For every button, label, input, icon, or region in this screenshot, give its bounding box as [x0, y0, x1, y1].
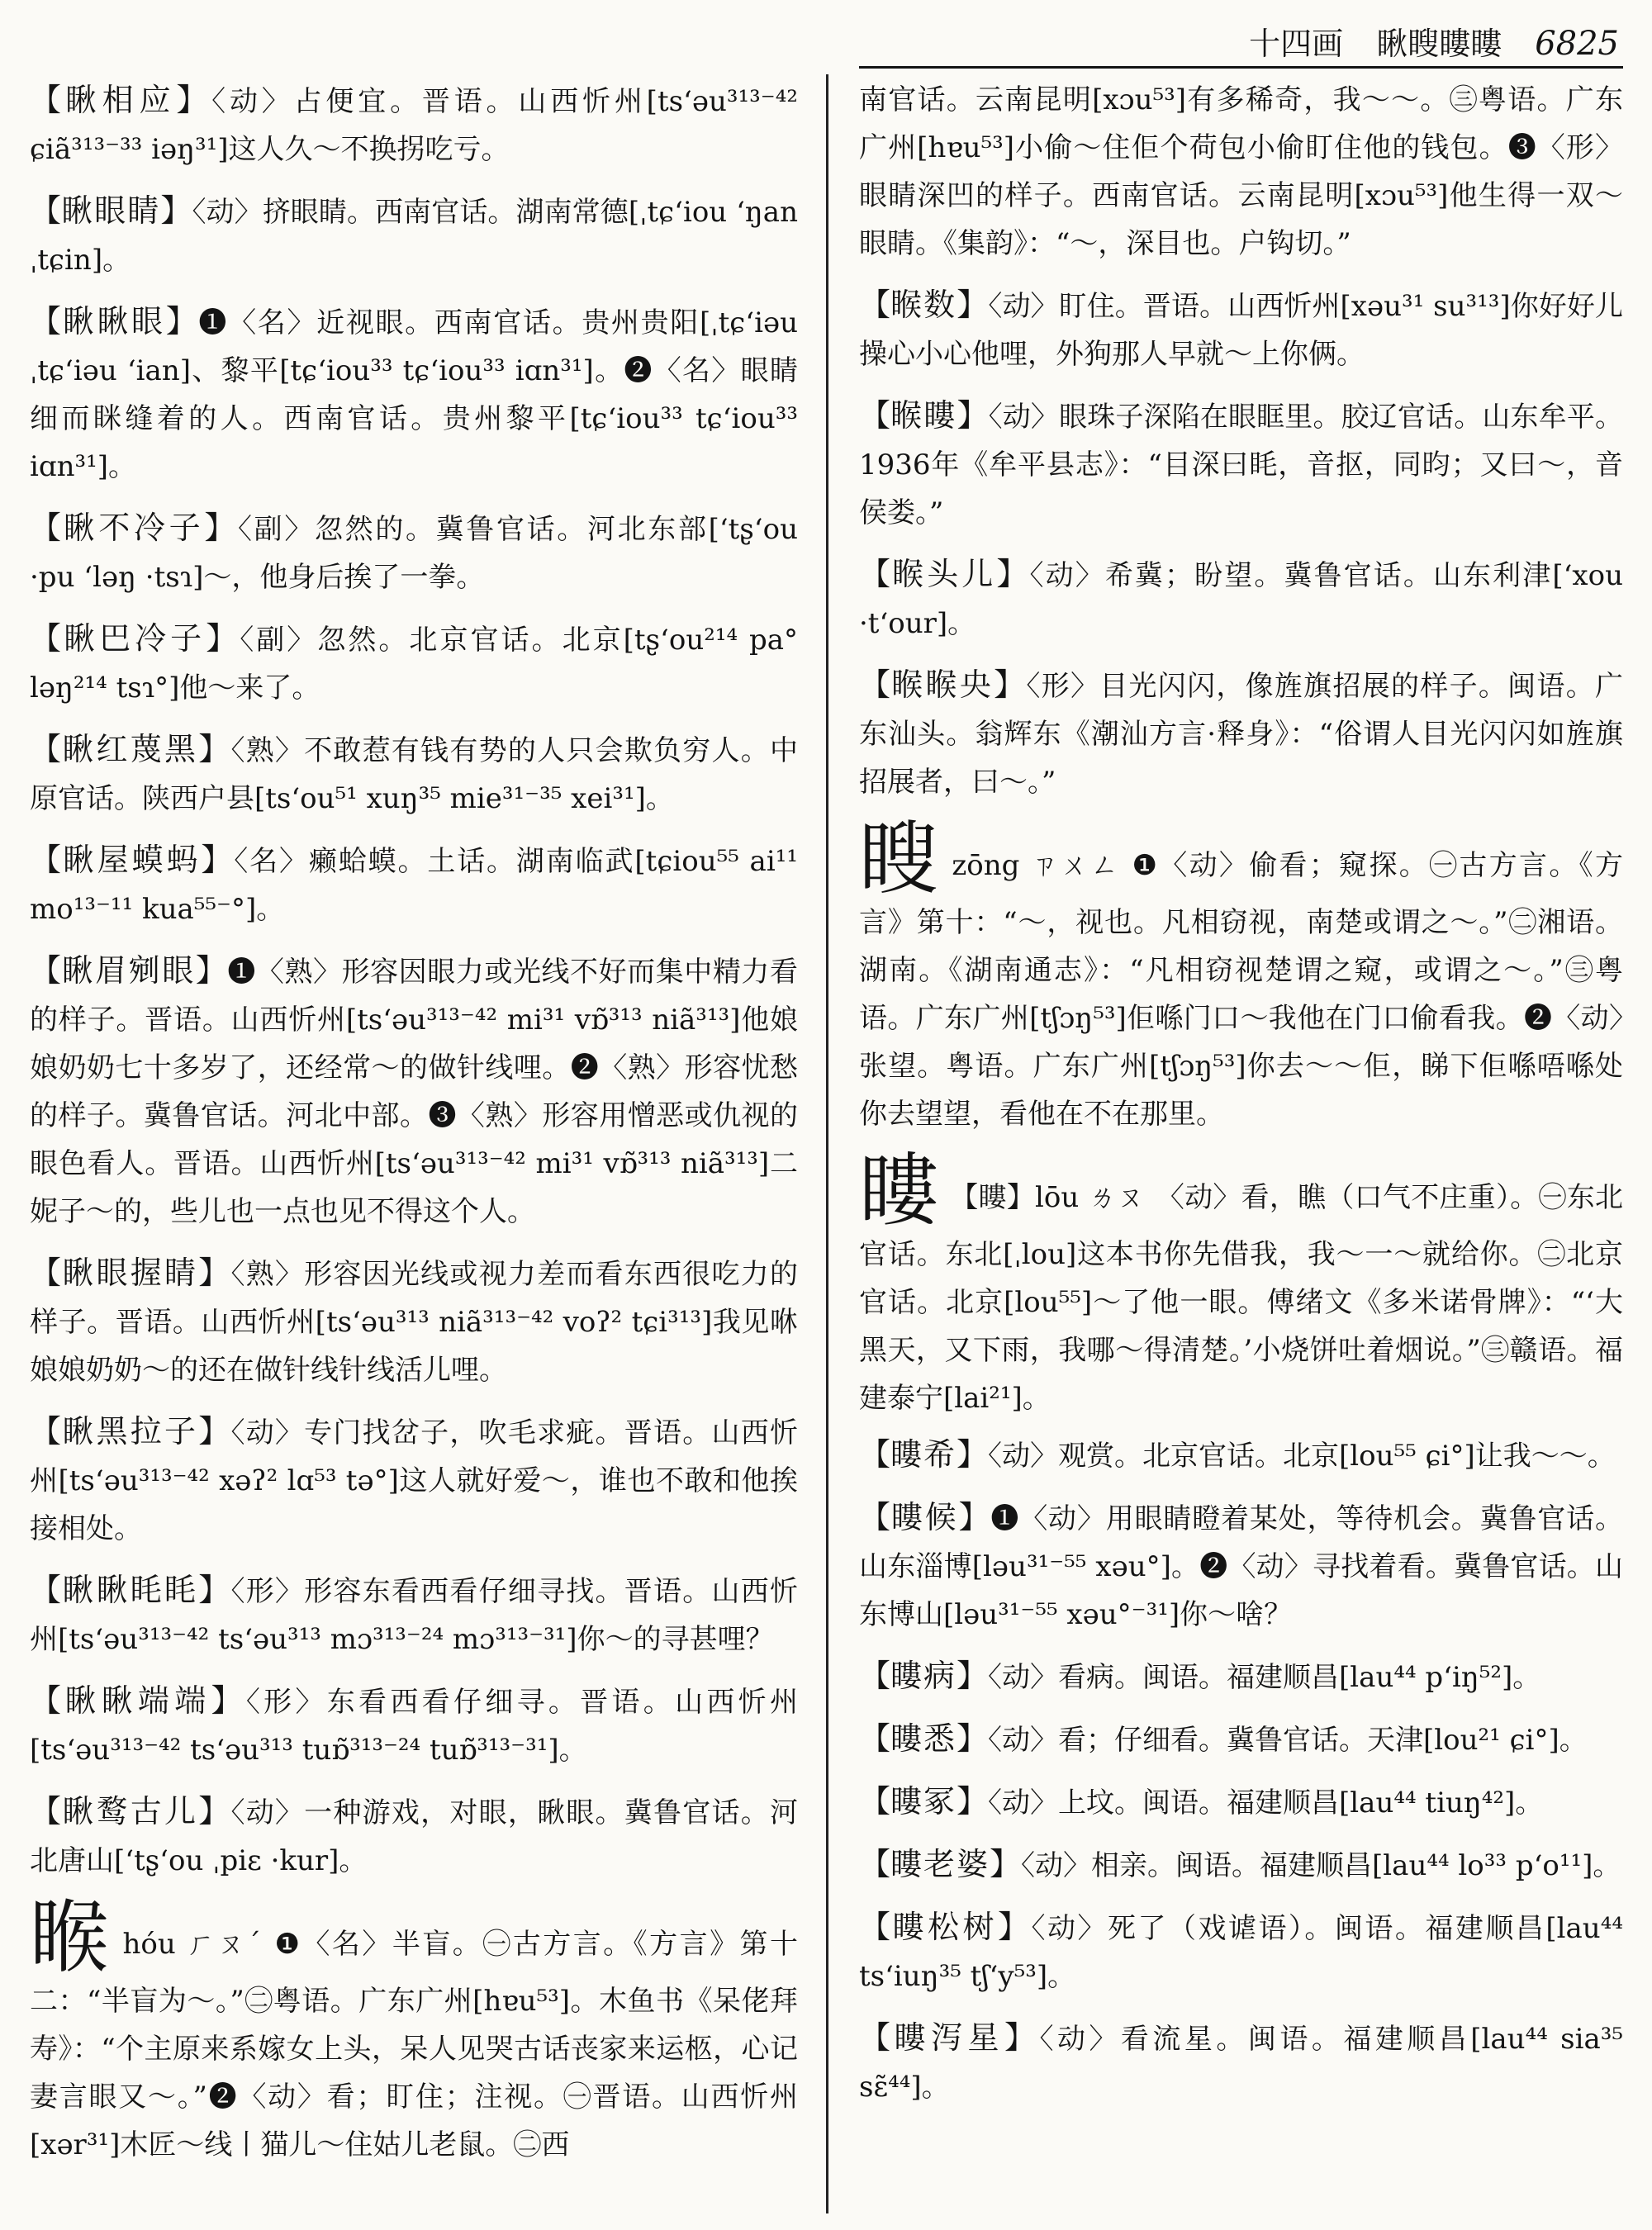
- dictionary-entry: [30, 836, 798, 933]
- entry-headword: 瞜冢: [890, 1783, 957, 1820]
- bracket-open: 【: [859, 2019, 895, 2056]
- entry-definition: 〈熟〉不敢惹有钱有势的人只会欺负穷人。中原官话。陕西户县[tsʻou⁵¹ xuŋ³⁵ mie³¹⁻³⁵ xei³¹]。: [30, 734, 798, 815]
- bracket-close: 】: [1004, 2019, 1040, 2056]
- bracket-close: 】: [957, 1436, 989, 1473]
- dictionary-entry: [30, 76, 798, 173]
- dictionary-entry: [30, 947, 798, 1236]
- head-entry-zong: [859, 813, 1624, 1138]
- bracket-open: 【: [859, 1658, 891, 1694]
- left-entries: [30, 76, 798, 1885]
- header-chars: 瞅瞍瞜瞜: [1376, 26, 1502, 62]
- bracket-open: 【: [30, 192, 62, 229]
- bracket-close: 】: [994, 667, 1027, 703]
- bracket-close: 】: [176, 82, 212, 118]
- bracket-open: 【: [30, 303, 63, 339]
- entry-headword: 瞜老婆: [890, 1846, 990, 1882]
- entry-headword: 瞅黑拉子: [62, 1413, 199, 1450]
- bracket-open: 【: [30, 82, 65, 118]
- entry-definition: 〈动〉挤眼睛。西南官话。湖南常德[ˌtɕʻiou ʻŋan ˌtɕin]。: [30, 196, 798, 277]
- bracket-close: 】: [211, 1682, 246, 1719]
- entry-definition: 〈动〉看流星。闽语。福建顺昌[lau⁴⁴ sia³⁵ sɛ̃⁴⁴]。: [859, 2023, 1623, 2104]
- entry-headword: 睺头儿: [892, 556, 997, 592]
- bracket-close: 】: [957, 1720, 989, 1757]
- entry-definition: 〈副〉忽然的。冀鲁官话。河北东部[ʻtʂʻou ·pu ʻləŋ ·tsɿ]～，他身后挨了一拳。: [30, 513, 798, 594]
- bracket-open: 【: [30, 731, 63, 767]
- entry-headword: 瞅瞅眊眊: [62, 1572, 199, 1608]
- dictionary-entry: [30, 187, 798, 284]
- entry-definition: 〈动〉专门找岔子，吹毛求疵。晋语。山西忻州[tsʻəu³¹³⁻⁴² xəʔ² lɑ⁵³ tə°]这人就好爱～，谁也不敢和他挨接相处。: [30, 1416, 798, 1545]
- bracket-open: 【: [30, 842, 63, 878]
- entry-definition: 〈形〉东看西看仔细寻。晋语。山西忻州[tsʻəu³¹³⁻⁴² tsʻəu³¹³ tuɒ̃³¹³⁻²⁴ tuɒ̃³¹³⁻³¹]。: [30, 1686, 798, 1767]
- page-header: [859, 18, 1619, 61]
- dictionary-entry: [859, 391, 1623, 537]
- bracket-open: 【: [859, 1909, 893, 1945]
- entry-definition: 南官话。云南昆明[xɔu⁵³]有多稀奇，我～～。㊂粤语。广东广州[hɐu⁵³]小偷～住佢个荷包小偷盯住他的钱包。❸〈形〉眼睛深凹的样子。西南官话。云南昆明[xɔu⁵³]他生得一双～眼睛。《集韵》：“～，深目也。户钩切。”: [859, 83, 1623, 260]
- bracket-close: 】: [201, 842, 235, 878]
- bracket-open: 【: [30, 620, 64, 657]
- right-entries-bottom: [859, 1431, 1623, 2111]
- entry-headword: 瞅红蔑黑: [62, 731, 199, 767]
- dictionary-entry: [859, 1431, 1623, 1480]
- entry-definition: 〈形〉形容东看西看仔细寻找。晋语。山西忻州[tsʻəu³¹³⁻⁴² tsʻəu³¹³ mɔ³¹³⁻²⁴ mɔ³¹³⁻³¹]你～的寻甚哩？: [30, 1575, 798, 1656]
- dictionary-entry: [30, 1249, 798, 1394]
- bracket-close: 】: [206, 620, 240, 657]
- head-definition: ❶〈动〉偷看；窥探。㊀古方言。《方言》第十：“～，视也。凡相窃视，南楚或谓之～。”㊁湘语。湖南。《湖南通志》：“凡相窃视楚谓之窥，或谓之～。”㊂粤语。广东广州[tʃɔŋ⁵³]佢喺门口～我他在门口偷看我。❷〈动〉张望。粤语。广东广州[tʃɔŋ⁵³]你去～～佢，睇下佢喺唔喺处你去望望，看他在不在那里。: [859, 849, 1624, 1131]
- head-pinyin: lōu ㄌㄡ: [1035, 1181, 1145, 1214]
- entry-headword: 瞅相应: [64, 82, 177, 118]
- entry-definition: 〈形〉目光闪闪，像旌旗招展的样子。闽语。广东汕头。翁辉东《潮汕方言·释身》：“俗谓人目光闪闪如旌旗招展者，曰～。”: [859, 670, 1623, 799]
- entry-headword: 瞜候: [890, 1499, 959, 1535]
- entry-headword: 瞅屋蟆蚂: [62, 842, 202, 878]
- bracket-close: 】: [195, 952, 228, 989]
- head-char: 瞍: [859, 813, 941, 905]
- bracket-open: 【: [30, 952, 62, 989]
- entry-definition: 〈副〉忽然。北京官话。北京[tʂʻou²¹⁴ pa° ləŋ²¹⁴ tsɿ°]他～来了。: [30, 624, 798, 705]
- entry-headword: 瞜悉: [890, 1720, 957, 1757]
- head-char: 睺: [30, 1891, 112, 1984]
- entry-definition: 〈动〉希冀；盼望。冀鲁官话。山东利津[ʻxou ·tʻour]。: [859, 559, 1623, 640]
- dictionary-entry: [859, 550, 1623, 648]
- bracket-close: 】: [997, 1909, 1032, 1945]
- dictionary-entry: [30, 504, 798, 601]
- bracket-close: 】: [198, 731, 231, 767]
- entry-headword: 瞅巴冷子: [64, 620, 206, 657]
- column-divider: [826, 74, 828, 2213]
- entry-headword: 瞅眉剜眼: [61, 952, 196, 989]
- entry-headword: 瞅眼握睛: [62, 1255, 199, 1291]
- head-definition: 〈动〉看，瞧（口气不庄重）。㊀东北官话。东北[ˌlou]这本书你先借我，我～一～就给你。㊁北京官话。北京[lou⁵⁵]～了他一眼。傅绪文《多米诺骨牌》：“‘大黑天，又下雨，我哪～得清楚。’小烧饼吐着烟说。”㊂赣语。福建泰宁[lai²¹]。: [859, 1181, 1624, 1415]
- entry-headword: 睺瞜: [890, 397, 957, 434]
- entry-definition: ❶〈名〉近视眼。西南官话。贵州贵阳[ˌtɕʻiəu ˌtɕʻiəu ʻian]、黎平[tɕʻiou³³ tɕʻiou³³ iɑn³¹]。❷〈名〉眼睛细而眯缝着的人。西南官话。贵州黎平[tɕʻiou³³ tɕʻiou³³ iɑn³¹]。: [30, 306, 798, 483]
- entry-definition: 〈动〉眼珠子深陷在眼眶里。胶辽官话。山东牟平。1936年《牟平县志》：“目深曰眊，音抠，同昀；又曰～，音侯娄。”: [859, 401, 1623, 529]
- entry-headword: 瞅眼睛: [61, 192, 161, 229]
- bracket-open: 【: [859, 287, 891, 323]
- entry-headword: 睺睺央: [891, 667, 995, 703]
- entry-definition: 〈动〉上坟。闽语。福建顺昌[lau⁴⁴ tiuŋ⁴²]。: [988, 1786, 1544, 1820]
- entry-headword: 瞜泻星: [894, 2019, 1004, 2056]
- dictionary-entry: [859, 1715, 1623, 1764]
- bracket-open: 【: [859, 1720, 891, 1757]
- entry-headword: 瞅瞅眼: [62, 303, 166, 339]
- entry-definition: 〈动〉一种游戏，对眼，瞅眼。冀鲁官话。河北唐山[ʻtʂʻou ˌpiɛ ·kur]。: [30, 1796, 798, 1877]
- bracket-close: 】: [957, 287, 989, 323]
- dictionary-entry: [859, 1840, 1623, 1890]
- bracket-open: 【: [30, 1413, 63, 1450]
- bracket-close: 】: [957, 397, 989, 434]
- dictionary-entry: [859, 1903, 1623, 2000]
- head-definition: ❶〈名〉半盲。㊀古方言。《方言》第十二：“半盲为～。”㊁粤语。广东广州[hɐu⁵³]。木鱼书《呆佬拜寿》：“个主原来系嫁女上头，呆人见哭古话丧家来运柩，心记妻言眼又～。”❷〈动〉看；盯住；注视。㊀晋语。山西忻州[xər³¹]木匠～线丨猫儿～住姑儿老鼠。㊁西: [30, 1928, 799, 2161]
- right-column: [859, 76, 1623, 2124]
- left-column: [30, 76, 798, 2177]
- dictionary-entry: [30, 1677, 798, 1774]
- bracket-close: 】: [958, 1499, 991, 1535]
- header-section: 十四画: [1249, 26, 1344, 62]
- bracket-open: 【: [30, 1793, 63, 1829]
- entry-definition: 〈动〉相亲。闽语。福建顺昌[lau⁴⁴ lo³³ pʻo¹¹]。: [1021, 1849, 1621, 1882]
- bracket-open: 【: [859, 556, 893, 592]
- bracket-open: 【: [859, 1783, 891, 1820]
- entry-definition: 〈动〉死了（戏谑语）。闽语。福建顺昌[lau⁴⁴ tsʻiuŋ³⁵ tʃʻy⁵³]。: [859, 1912, 1623, 1993]
- dictionary-entry: [30, 1566, 798, 1663]
- dictionary-entry: [859, 1777, 1623, 1827]
- bracket-open: 【: [30, 1255, 63, 1291]
- right-entries-top: [859, 76, 1623, 806]
- head-pinyin: hóu ㄏㄡˊ: [122, 1928, 263, 1961]
- bracket-open: 【: [30, 510, 64, 546]
- bracket-close: 】: [198, 1793, 231, 1829]
- bracket-open: 【: [859, 1846, 891, 1882]
- entry-definition: 〈动〉盯住。晋语。山西忻州[xəu³¹ su³¹³]你好好儿操心小心他哩，外狗那人早就～上你俩。: [859, 290, 1623, 371]
- bracket-close: 】: [996, 556, 1030, 592]
- dictionary-entry: [30, 725, 798, 823]
- bracket-close: 】: [957, 1658, 989, 1694]
- bracket-open: 【: [859, 1499, 891, 1535]
- bracket-close: 】: [198, 1413, 231, 1450]
- dictionary-entry: [859, 661, 1623, 806]
- dictionary-entry: [859, 1493, 1623, 1639]
- bracket-close: 】: [160, 192, 192, 229]
- bracket-close: 】: [198, 1572, 231, 1608]
- dictionary-entry: [30, 1787, 798, 1885]
- entry-headword: 瞜病: [890, 1658, 957, 1694]
- entry-definition: 〈动〉看；仔细看。冀鲁官话。天津[lou²¹ ɕi°]。: [988, 1724, 1588, 1757]
- entry-definition: 〈熟〉形容因光线或视力差而看东西很吃力的样子。晋语。山西忻州[tsʻəu³¹³ niã³¹³⁻⁴² voʔ² tɕi³¹³]我见咻娘娘奶奶～的还在做针线针线活儿哩。: [30, 1258, 798, 1387]
- bracket-close: 】: [990, 1846, 1022, 1882]
- entry-headword: 瞅鹜古儿: [62, 1793, 199, 1829]
- entry-definition: 〈动〉看病。闽语。福建顺昌[lau⁴⁴ pʻiŋ⁵²]。: [988, 1661, 1541, 1694]
- dictionary-entry: [30, 614, 798, 712]
- entry-headword: 瞜松树: [892, 1909, 998, 1945]
- bracket-close: 】: [957, 1783, 989, 1820]
- bracket-close: 】: [165, 303, 199, 339]
- bracket-open: 【: [859, 397, 891, 434]
- dictionary-entry: [859, 1652, 1623, 1701]
- entry-definition: 〈动〉占便宜。晋语。山西忻州[tsʻəu³¹³⁻⁴² ɕiã³¹³⁻³³ iəŋ³¹]这人久～不换拐吃亏。: [30, 85, 798, 166]
- bracket-close: 】: [198, 1255, 231, 1291]
- bracket-open: 【: [30, 1572, 63, 1608]
- head-entry-hou: [30, 1891, 799, 2169]
- entry-definition: ❶〈动〉用眼睛瞪着某处，等待机会。冀鲁官话。山东淄博[ləu³¹⁻⁵⁵ xəu°]。❷〈动〉寻找着看。冀鲁官话。山东博山[ləu³¹⁻⁵⁵ xəu°⁻³¹]你～啥？: [859, 1502, 1623, 1631]
- entry-definition: 〈名〉癞蛤蟆。土话。湖南临武[tɕiou⁵⁵ ai¹¹ mo¹³⁻¹¹ kua⁵⁵⁻°]。: [30, 845, 798, 926]
- dictionary-entry: [859, 76, 1623, 268]
- entry-headword: 瞜希: [890, 1436, 957, 1473]
- entry-headword: 睺数: [890, 287, 957, 323]
- dictionary-entry: [30, 297, 798, 491]
- bracket-open: 【: [30, 1682, 65, 1719]
- dictionary-entry: [30, 1407, 798, 1553]
- dictionary-entry: [859, 2014, 1623, 2111]
- entry-headword: 瞅不冷子: [63, 510, 205, 546]
- entry-definition: ❶〈熟〉形容因眼力或光线不好而集中精力看的样子。晋语。山西忻州[tsʻəu³¹³⁻⁴² mi³¹ vɒ̃³¹³ niã³¹³]他娘娘奶奶七十多岁了，还经常～的做针线哩。❷〈熟〉形容忧愁的样子。冀鲁官话。河北中部。❸〈熟〉形容用憎恶或仇视的眼色看人。晋语。山西忻州[tsʻəu³¹³⁻⁴² mi³¹ vɒ̃³¹³ niã³¹³]二妮子～的，些儿也一点也见不得这个人。: [30, 956, 798, 1228]
- entry-definition: 〈动〉观赏。北京官话。北京[lou⁵⁵ ɕi°]让我～～。: [988, 1440, 1616, 1473]
- entry-headword: 瞅瞅端端: [64, 1682, 211, 1719]
- dictionary-entry: [859, 281, 1623, 378]
- bracket-open: 【: [859, 1436, 891, 1473]
- head-entry-lou: [859, 1145, 1624, 1422]
- bracket-open: 【: [859, 667, 892, 703]
- header-rule: [859, 66, 1623, 69]
- bracket-close: 】: [204, 510, 238, 546]
- head-pinyin: zōng ㄗㄨㄥ: [952, 849, 1121, 882]
- head-char: 瞜: [859, 1145, 939, 1237]
- page-number: 6825: [1535, 25, 1619, 63]
- head-variant: 【瞜】: [950, 1181, 1036, 1214]
